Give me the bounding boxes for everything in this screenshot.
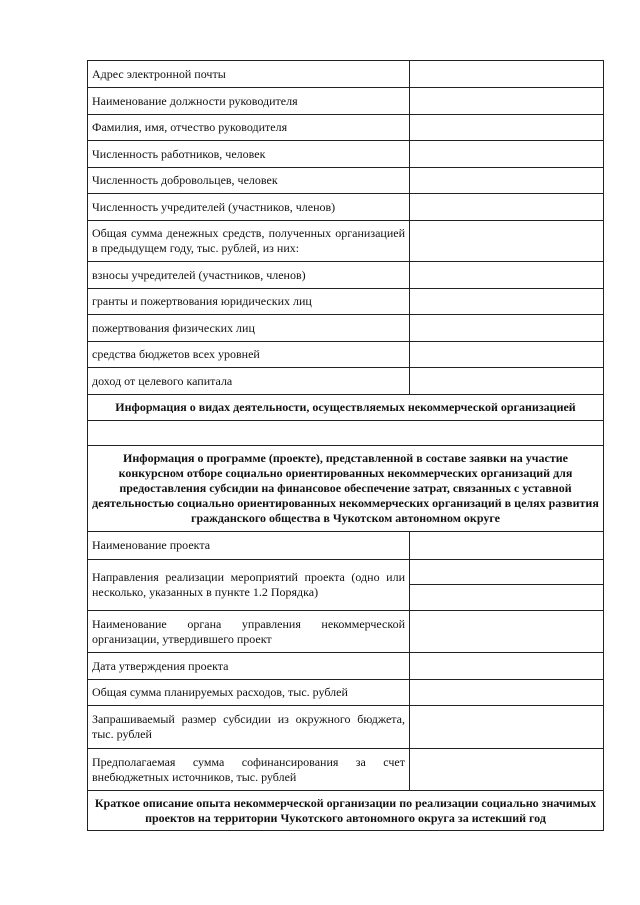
section-heading-activities: Информация о видах деятельности, осуществляемых некоммерческой организацией — [88, 395, 604, 421]
field-label-project-name: Наименование проекта — [88, 532, 410, 560]
field-value-budget-funds[interactable] — [410, 342, 604, 368]
table-row — [88, 315, 604, 342]
field-label-head-name: Фамилия, имя, отчество руководителя — [88, 115, 410, 141]
section-heading-project: Информация о программе (проекте), представленной в составе заявки на участие конкурсном отборе социально ориентированных некоммерческих организаций для предоставления субсидии на финансовое обеспечение затрат, связанных с уставной деятельностью социально ориентированных некоммерческих организаций в целях развития гражданского общества в Чукотском автономном округе — [88, 446, 604, 532]
field-label-founders: Численность учредителей (участников, членов) — [88, 194, 410, 221]
field-value-planned-expenses[interactable] — [410, 680, 604, 706]
application-form-table — [87, 60, 604, 831]
field-value-legal-grants[interactable] — [410, 289, 604, 315]
table-row — [88, 653, 604, 680]
table-row — [88, 262, 604, 289]
field-value-approving-body[interactable] — [410, 611, 604, 653]
table-row — [88, 115, 604, 141]
field-value-founder-fees[interactable] — [410, 262, 604, 289]
field-label-employees: Численность работников, человек — [88, 141, 410, 168]
field-value-requested-subsidy[interactable] — [410, 706, 604, 749]
field-label-email: Адрес электронной почты — [88, 61, 410, 88]
field-label-approving-body: Наименование органа управления некоммерческой организации, утвердившего проект — [88, 611, 410, 653]
field-value-email[interactable] — [410, 61, 604, 88]
table-row — [88, 221, 604, 262]
field-label-endowment-income: доход от целевого капитала — [88, 368, 410, 395]
field-value-head-name[interactable] — [410, 115, 604, 141]
field-label-project-directions: Направления реализации мероприятий проекта (одно или несколько, указанных в пункте 1.2 Порядка) — [88, 560, 410, 611]
field-value-employees[interactable] — [410, 141, 604, 168]
table-row — [88, 368, 604, 395]
table-row — [88, 289, 604, 315]
table-row — [88, 421, 604, 446]
field-value-project-direction-2[interactable] — [410, 585, 604, 611]
field-label-budget-funds: средства бюджетов всех уровней — [88, 342, 410, 368]
field-label-requested-subsidy: Запрашиваемый размер субсидии из окружного бюджета, тыс. рублей — [88, 706, 410, 749]
field-value-head-position[interactable] — [410, 88, 604, 115]
table-row — [88, 749, 604, 791]
table-row — [88, 560, 604, 585]
field-value-cofinancing[interactable] — [410, 749, 604, 791]
section-heading-experience: Краткое описание опыта некоммерческой организации по реализации социально значимых проектов на территории Чукотского автономного округа за истекший год — [88, 791, 604, 831]
table-row — [88, 88, 604, 115]
table-row — [88, 395, 604, 421]
field-value-project-name[interactable] — [410, 532, 604, 560]
field-label-total-funds: Общая сумма денежных средств, полученных организацией в предыдущем году, тыс. рублей, из них: — [88, 221, 410, 262]
field-value-project-direction-1[interactable] — [410, 560, 604, 585]
field-label-individual-donations: пожертвования физических лиц — [88, 315, 410, 342]
field-label-legal-grants: гранты и пожертвования юридических лиц — [88, 289, 410, 315]
field-label-cofinancing: Предполагаемая сумма софинансирования за счет внебюджетных источников, тыс. рублей — [88, 749, 410, 791]
field-value-activities[interactable] — [88, 421, 604, 446]
field-label-planned-expenses: Общая сумма планируемых расходов, тыс. рублей — [88, 680, 410, 706]
table-row — [88, 706, 604, 749]
field-value-individual-donations[interactable] — [410, 315, 604, 342]
table-row — [88, 611, 604, 653]
table-row — [88, 194, 604, 221]
field-label-volunteers: Численность добровольцев, человек — [88, 168, 410, 194]
field-value-total-funds[interactable] — [410, 221, 604, 262]
field-label-founder-fees: взносы учредителей (участников, членов) — [88, 262, 410, 289]
field-label-approval-date: Дата утверждения проекта — [88, 653, 410, 680]
table-row — [88, 791, 604, 831]
field-value-founders[interactable] — [410, 194, 604, 221]
field-label-head-position: Наименование должности руководителя — [88, 88, 410, 115]
table-row — [88, 141, 604, 168]
table-row — [88, 532, 604, 560]
table-row — [88, 680, 604, 706]
table-row — [88, 61, 604, 88]
table-row — [88, 342, 604, 368]
table-row — [88, 168, 604, 194]
field-value-approval-date[interactable] — [410, 653, 604, 680]
field-value-endowment-income[interactable] — [410, 368, 604, 395]
table-row — [88, 446, 604, 532]
field-value-volunteers[interactable] — [410, 168, 604, 194]
